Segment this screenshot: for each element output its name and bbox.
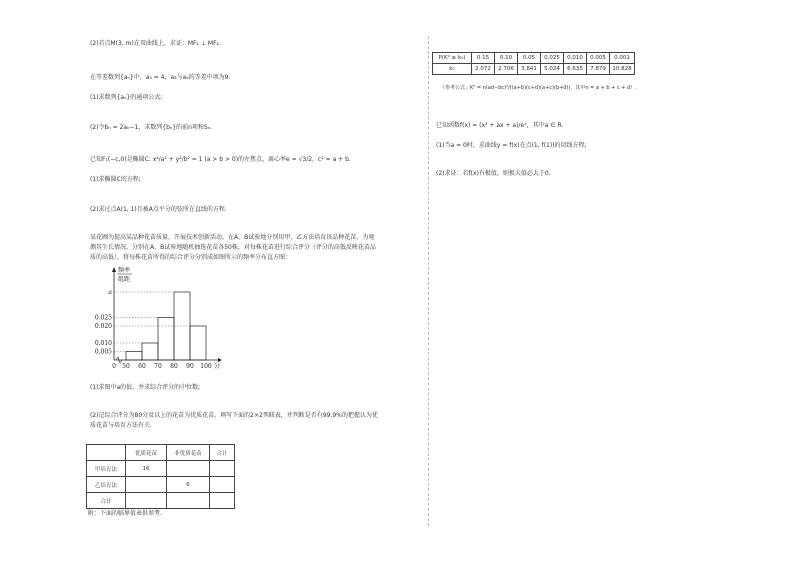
critical-value-table <box>432 52 635 75</box>
histogram-bar <box>126 352 142 361</box>
x-tick-label: 60 <box>138 363 146 370</box>
x-tick-label: 100 <box>200 363 212 370</box>
question-sequence-part1: (1)求数列{aₙ}的通项公式; <box>90 94 163 101</box>
table-row: 优质花苗 非优质花苗 合计 <box>87 445 235 461</box>
question-flower-part1: (1)求图中a的值，并求综合评分的中位数; <box>90 384 201 391</box>
question-flower-stem-line2: 测其生长情况，分别在A、B试验地随机抽选花苗各50株，对每株花苗进行综合评分（评分的高低反映花苗品 <box>90 244 376 251</box>
table-row: k₀ 2.072 2.706 3.841 5.024 6.635 7.879 10.828 <box>433 64 635 75</box>
x-tick-label: 50 <box>122 363 130 370</box>
question-sequence-stem: 在等差数列{aₙ}中，a₃ = 4，a₃与a₉的等差中项为9. <box>90 74 231 81</box>
histogram-bar <box>190 326 206 360</box>
x-tick-label: 90 <box>186 363 194 370</box>
table-row: P(K² ≥ k₀) 0.15 0.10 0.05 0.025 0.010 0.005 0.001 <box>433 53 635 64</box>
y-tick-label: a <box>108 289 112 296</box>
x-tick-label: 0 <box>112 363 116 370</box>
question-ellipse-part1: (1)求椭圆C的方程; <box>90 176 141 183</box>
question-flower-stem-line1: 某花圃为提高某品种花苗质量，开展技术创新活动，在A、B试验地分别用甲、乙方法培育该品种花苗，为观 <box>90 234 375 241</box>
question-ellipse-part2: (2)求过点A(1, 1)且被A点平分的弦所在直线的方程. <box>90 206 227 213</box>
question-flower-stem-line3: 质的高低），将每株花苗所得的综合评分分别成如图所示的频率分布直方图： <box>90 254 292 261</box>
question-function-part2: (2)求证：若f(x)有极值，则极大值必大于0. <box>436 170 551 177</box>
column-divider <box>428 36 429 526</box>
table-row: 甲培育法 16 <box>87 461 235 477</box>
x-tick-label: 70 <box>154 363 162 370</box>
contingency-table <box>86 444 235 509</box>
question-hyperbola-part2: (2)若点M(3, m)在双曲线上，求证：MF₁ ⊥ MF₂. <box>90 40 221 47</box>
note-critical-table: 附：下面的临界值表供参考. <box>88 510 162 517</box>
x-tick-label: 80 <box>170 363 178 370</box>
y-tick-label: 0.025 <box>94 314 112 322</box>
y-label-top: 频率 <box>118 267 131 274</box>
y-tick-label: 0.020 <box>94 323 112 330</box>
reference-formula: （参考公式：K² = n(ad−bc)²/((a+b)(c+d)(a+c)(b+d))，其中n = a + b + c + d）. <box>440 85 637 91</box>
question-function-part1: (1)当a = 0时，求曲线y = f(x)在点(1, f(1))的切线方程; <box>436 142 587 149</box>
histogram-bar <box>158 318 174 361</box>
table-row: 乙培育法 6 <box>87 477 235 493</box>
question-function-stem: 已知函数f(x) = (x² + ax + a)/eˣ，其中a ∈ R. <box>436 122 564 129</box>
y-tick-label: 0.005 <box>94 348 112 356</box>
frequency-histogram <box>86 262 226 380</box>
histogram-bar <box>174 292 190 360</box>
table-row: 合计 <box>87 493 235 509</box>
question-sequence-part2: (2)令bₙ = 2aₙ−1，求数列{bₙ}的前n项和Sₙ. <box>90 124 213 131</box>
x-axis-label: 分 <box>213 363 221 370</box>
question-flower-part2-line1: (2)记综合评分为80分及以上的花苗为优质花苗，填写下面的2×2列联表，并判断是否有99.9%的把握认为优 <box>90 412 378 419</box>
y-label-bottom: 组距 <box>118 276 131 283</box>
histogram-bar <box>142 343 158 360</box>
question-ellipse-stem: 已知F₁(−c,0)是椭圆C: x²/a² + y²/b² = 1 (a > b > 0)的左焦点，离心率e = √3/2，c² = a + b. <box>90 156 351 163</box>
x-axis-arrow <box>218 358 222 362</box>
question-flower-part2-line2: 质花苗与培育方法有关. <box>90 422 152 429</box>
y-tick-label: 0.010 <box>94 340 112 347</box>
y-axis-arrow <box>112 267 116 272</box>
